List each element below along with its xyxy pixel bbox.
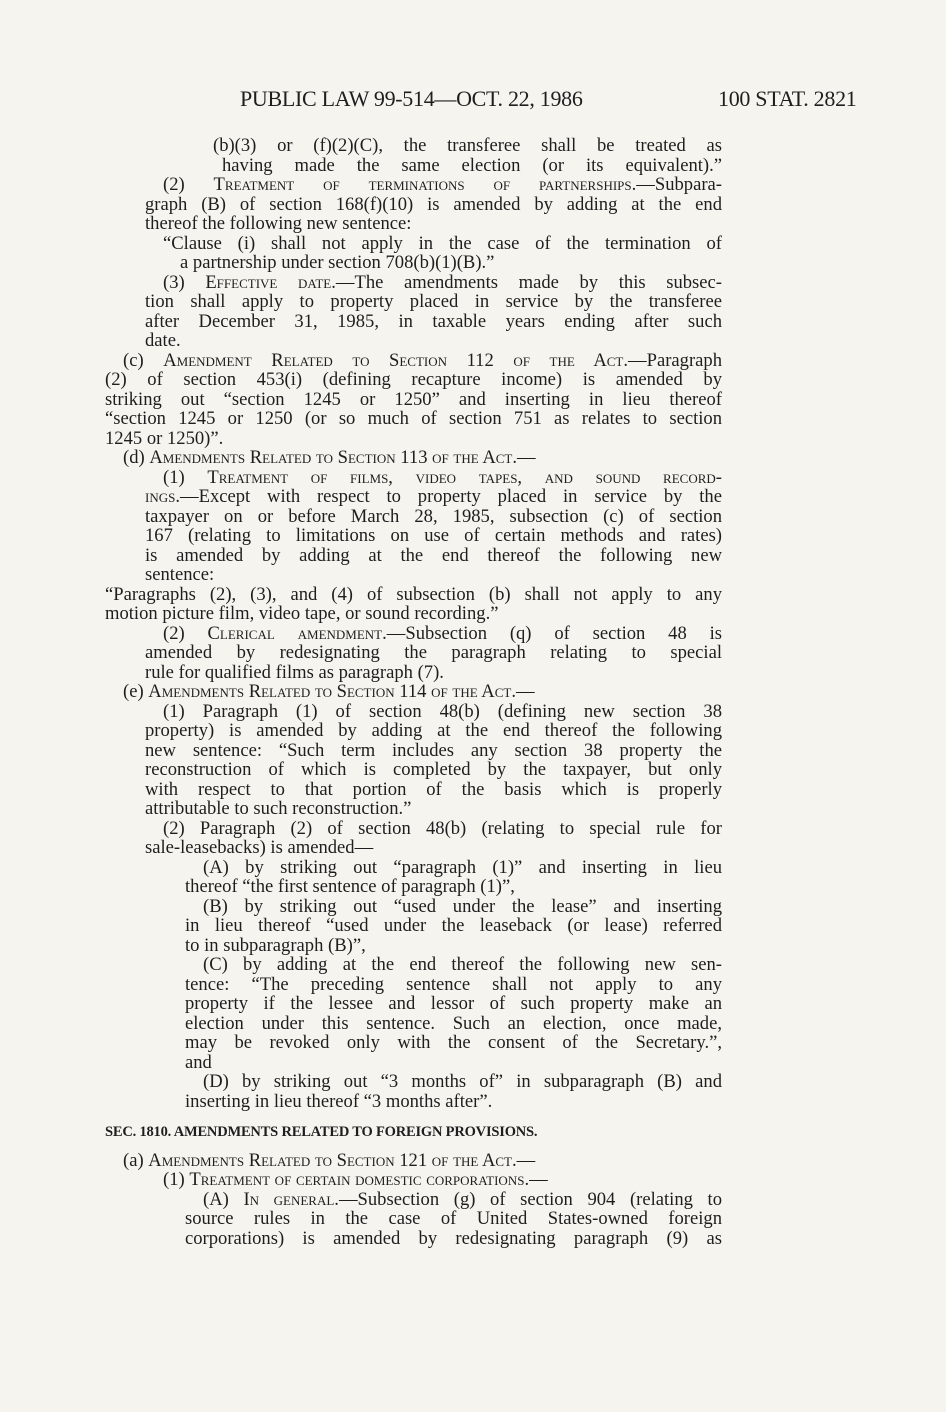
text-segment: “Paragraphs (2), (3), and (4) of subsection (b) shall not apply to any — [105, 583, 722, 605]
text-segment: taxpayer on or before March 28, 1985, subsection (c) of section — [145, 505, 722, 527]
text-line — [0, 409, 722, 429]
text-segment: a partnership under section 708(b)(1)(B).” — [180, 252, 495, 273]
text-line — [0, 936, 722, 956]
text-line — [0, 799, 722, 819]
text-segment: (2) — [163, 622, 208, 644]
text-line — [0, 1209, 722, 1229]
text-segment: tion shall apply to property placed in service by the transferee — [145, 291, 722, 312]
text-line — [0, 1229, 722, 1249]
text-segment: “section 1245 or 1250 (or so much of section 751 as relates to section — [105, 408, 722, 429]
text-segment: after December 31, 1985, in taxable years ending after such — [145, 310, 722, 332]
text-line — [0, 546, 722, 566]
text-segment: .—Except with respect to property placed in service by the — [175, 486, 722, 507]
text-line — [0, 624, 722, 644]
text-line — [0, 565, 722, 585]
text-segment: .— — [511, 681, 535, 702]
text-segment: inserting in lieu thereof “3 months after”. — [185, 1090, 493, 1112]
text-segment: having made the same election (or its equivalent).” — [222, 154, 722, 176]
text-segment: source rules in the case of United States-owned foreign — [185, 1208, 722, 1229]
text-segment: .—Paragraph — [623, 349, 722, 371]
text-segment: (1) — [163, 1169, 190, 1190]
small-caps-heading: Treatment of terminations of partnerships — [213, 174, 632, 195]
text-segment: and — [185, 1051, 212, 1073]
text-line — [0, 702, 722, 722]
text-segment: .— — [512, 1149, 536, 1171]
text-line — [0, 897, 722, 917]
text-segment: thereof “the first sentence of paragraph (1)”, — [185, 876, 515, 897]
text-line — [0, 526, 722, 546]
text-line — [0, 136, 722, 156]
text-segment: with respect to that portion of the basis which is properly — [145, 778, 722, 800]
text-segment: .—Subsection (q) of section 48 is — [382, 622, 722, 644]
text-line — [0, 877, 722, 897]
text-segment: .—Subsection (g) of section 904 (relating to — [334, 1188, 723, 1210]
text-segment: (1) Paragraph (1) of section 48(b) (defining new section 38 — [163, 700, 722, 722]
text-segment: SEC. 1810. AMENDMENTS RELATED TO FOREIGN PROVISIONS. — [105, 1124, 538, 1140]
small-caps-heading: of the Act — [432, 447, 513, 468]
text-line — [0, 507, 722, 527]
text-line — [0, 1014, 722, 1034]
text-line — [0, 234, 722, 254]
text-segment: (D) by striking out “3 months of” in subparagraph (B) and — [203, 1071, 722, 1092]
text-line — [0, 585, 722, 605]
text-line — [0, 175, 722, 195]
text-segment: may be revoked only with the consent of the Secretary.”, — [185, 1032, 722, 1053]
text-line — [0, 780, 722, 800]
text-line — [0, 292, 722, 312]
text-line — [0, 448, 722, 468]
text-segment: (2) — [163, 174, 214, 195]
text-line — [0, 468, 722, 488]
small-caps-heading: Amendments Related to Section — [149, 447, 396, 468]
small-caps-heading: In general — [243, 1188, 335, 1210]
text-segment: sentence: — [145, 564, 215, 585]
text-line — [0, 253, 722, 273]
text-line — [0, 195, 722, 215]
text-line — [0, 487, 722, 507]
running-header-title: PUBLIC LAW 99-514—OCT. 22, 1986 — [240, 86, 583, 111]
small-caps-heading: of the Act — [431, 1149, 512, 1171]
text-line — [0, 1072, 722, 1092]
text-segment: (b)(3) or (f)(2)(C), the transferee shall be treated as — [213, 135, 722, 156]
text-line — [0, 916, 722, 936]
text-segment: motion picture film, video tape, or sound recording.” — [105, 603, 499, 624]
text-segment: 113 — [395, 447, 433, 468]
text-segment: .—Subpara- — [631, 174, 722, 195]
text-segment: (1) — [163, 466, 208, 488]
text-segment: date. — [145, 330, 181, 351]
text-segment: 167 (relating to limitations on use of certain methods and rates) — [145, 525, 722, 546]
text-line — [0, 429, 722, 449]
text-segment: rule for qualified films as paragraph (7). — [145, 661, 444, 683]
text-segment: corporations) is amended by redesignating paragraph (9) as — [185, 1227, 722, 1249]
text-line — [0, 838, 722, 858]
text-line — [0, 312, 722, 332]
text-segment: (C) by adding at the end thereof the following new sen- — [203, 954, 722, 975]
text-line — [0, 975, 722, 995]
text-segment: (d) — [123, 447, 150, 468]
text-segment: tence: “The preceding sentence shall not apply to any — [185, 973, 722, 995]
text-segment: .—The amendments made by this subsec- — [331, 271, 722, 293]
text-segment: in lieu thereof “used under the leaseback (or lease) referred — [185, 915, 722, 936]
text-segment: new sentence: “Such term includes any section 38 property the — [145, 739, 722, 761]
text-segment: property if the lessee and lessor of such property make an — [185, 993, 722, 1014]
text-segment: property) is amended by adding at the end thereof the following — [145, 720, 722, 741]
text-segment: (2) Paragraph (2) of section 48(b) (relating to special rule for — [163, 817, 722, 839]
text-line — [0, 370, 722, 390]
text-line — [0, 1033, 722, 1053]
text-segment: 114 — [394, 681, 432, 702]
page-number: 100 STAT. 2821 — [718, 86, 857, 111]
text-line — [0, 682, 722, 702]
text-segment: 121 — [394, 1149, 432, 1171]
text-segment: “Clause (i) shall not apply in the case of the termination of — [163, 232, 722, 254]
small-caps-heading: Amendments Related to Section — [148, 1149, 395, 1171]
text-segment: (c) — [123, 349, 164, 371]
text-segment: .— — [512, 447, 536, 468]
text-line — [0, 643, 722, 663]
text-line — [0, 273, 722, 293]
text-segment: (3) — [163, 271, 206, 293]
text-line — [0, 214, 722, 234]
text-segment: attributable to such reconstruction.” — [145, 798, 412, 819]
text-line — [0, 955, 722, 975]
small-caps-heading: Amendment Related to Section — [163, 349, 448, 371]
small-caps-heading: Treatment of certain domestic corporations — [189, 1169, 525, 1190]
text-line — [0, 604, 722, 624]
text-segment: 112 — [447, 349, 514, 371]
text-segment: striking out “section 1245 or 1250” and inserting in lieu thereof — [105, 388, 722, 410]
text-line — [0, 741, 722, 761]
text-line — [0, 156, 722, 176]
small-caps-heading: of the Act — [431, 681, 512, 702]
section-heading — [0, 1123, 722, 1143]
text-segment: (2) of section 453(i) (defining recapture income) is amended by — [105, 369, 722, 390]
text-line — [0, 721, 722, 741]
small-caps-heading: Effective date — [205, 271, 332, 293]
document-body — [0, 136, 946, 1248]
text-segment: 1245 or 1250)”. — [105, 427, 224, 449]
text-line — [0, 858, 722, 878]
text-line — [0, 760, 722, 780]
small-caps-heading: ings — [145, 486, 176, 507]
text-line — [0, 819, 722, 839]
text-line — [0, 331, 722, 351]
text-line — [0, 351, 722, 371]
text-line — [0, 994, 722, 1014]
text-line — [0, 390, 722, 410]
text-segment: (B) by striking out “used under the lease” and inserting — [203, 895, 722, 917]
text-segment: election under this sentence. Such an election, once made, — [185, 1012, 722, 1034]
small-caps-heading: Amendments Related to Section — [148, 681, 395, 702]
text-segment: (A) — [203, 1188, 244, 1210]
text-segment: thereof the following new sentence: — [145, 213, 412, 234]
text-segment: reconstruction of which is completed by the taxpayer, but only — [145, 759, 722, 780]
text-segment: amended by redesignating the paragraph relating to special — [145, 642, 722, 663]
text-line — [0, 1092, 722, 1112]
text-segment: (a) — [123, 1149, 149, 1171]
text-segment: graph (B) of section 168(f)(10) is amended by adding at the end — [145, 193, 722, 215]
text-segment: (A) by striking out “paragraph (1)” and inserting in lieu — [203, 856, 722, 878]
text-line — [0, 1151, 722, 1171]
text-line — [0, 1170, 722, 1190]
text-segment: (e) — [123, 681, 149, 702]
text-segment: is amended by adding at the end thereof the following new — [145, 544, 722, 566]
small-caps-heading: Clerical amendment — [207, 622, 383, 644]
text-line — [0, 1190, 722, 1210]
text-segment: to in subparagraph (B)”, — [185, 934, 366, 956]
text-segment: sale-leasebacks) is amended— — [145, 837, 374, 858]
small-caps-heading: of the Act — [513, 349, 624, 371]
text-line — [0, 663, 722, 683]
text-segment: .— — [524, 1169, 548, 1190]
small-caps-heading: Treatment of films, video tapes, and sound record- — [207, 466, 722, 488]
text-line — [0, 1053, 722, 1073]
